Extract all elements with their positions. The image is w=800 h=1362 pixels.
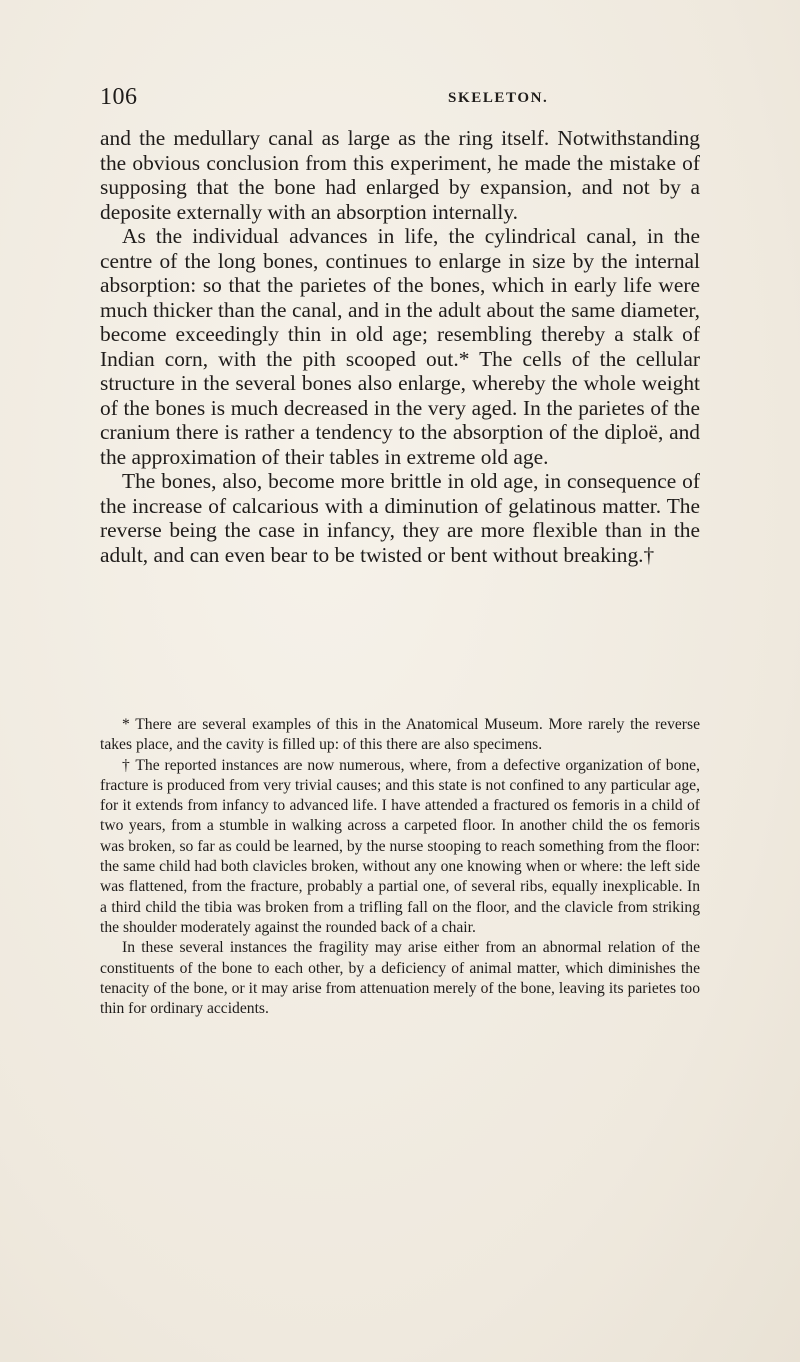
footnotes <box>100 715 700 1019</box>
footnote-dagger: † The reported instances are now numerous, where, from a defective organization of bone, fracture is produced from very trivial causes; and this state is not confined to any particular age, for it extends from infancy to advanced life. I have attended a fractured os femoris in a child of two years, from a stumble in walking across a carpeted floor. In another child the os femoris was broken, so far as could be learned, by the nurse stooping to reach something from the floor: the same child had both clavicles broken, without any one knowing when or where: the left side was flattened, from the fracture, probably a partial one, of several ribs, equally inexplicable. In a third child the tibia was broken from a trifling fall on the floor, and the clavicle from striking the shoulder moderately against the rounded back of a chair. <box>100 756 700 936</box>
body-paragraph: As the individual advances in life, the cylindrical canal, in the centre of the long bones, continues to enlarge in size by the internal absorption: so that the parietes of the bones, which in early life were much thicker than the canal, and in the adult about the same diameter, become exceedingly thin in old age; resembling thereby a stalk of Indian corn, with the pith scooped out.* The cells of the cellular structure in the several bones also enlarge, whereby the whole weight of the bones is much decreased in the very aged. In the parietes of the cranium there is rather a tendency to the absorption of the diploë, and the approximation of their tables in extreme old age. <box>100 224 700 469</box>
running-title: SKELETON. <box>448 90 549 106</box>
page-number: 106 <box>100 84 138 110</box>
footnote-asterisk: * There are several examples of this in the Anatomical Museum. More rarely the reverse takes place, and the cavity is filled up: of this there are also specimens. <box>100 716 700 754</box>
body-paragraph: The bones, also, become more brittle in old age, in consequence of the increase of calcarious with a diminution of gelatinous matter. The reverse being the case in infancy, they are more flexible than in the adult, and can even bear to be twisted or bent without breaking.† <box>100 469 700 567</box>
main-text <box>100 126 700 567</box>
running-head <box>100 84 700 110</box>
footnote-continuation: In these several instances the fragility may arise either from an abnormal relation of the constituents of the bone to each other, by a deficiency of animal matter, which diminishes the tenacity of the bone, or it may arise from attenuation merely of the bone, leaving its parietes too thin for ordinary accidents. <box>100 939 700 1018</box>
body-paragraph: and the medullary canal as large as the ring itself. Notwithstanding the obvious conclusion from this experiment, he made the mistake of supposing that the bone had enlarged by expansion, and not by a deposite externally with an absorption internally. <box>100 126 700 224</box>
